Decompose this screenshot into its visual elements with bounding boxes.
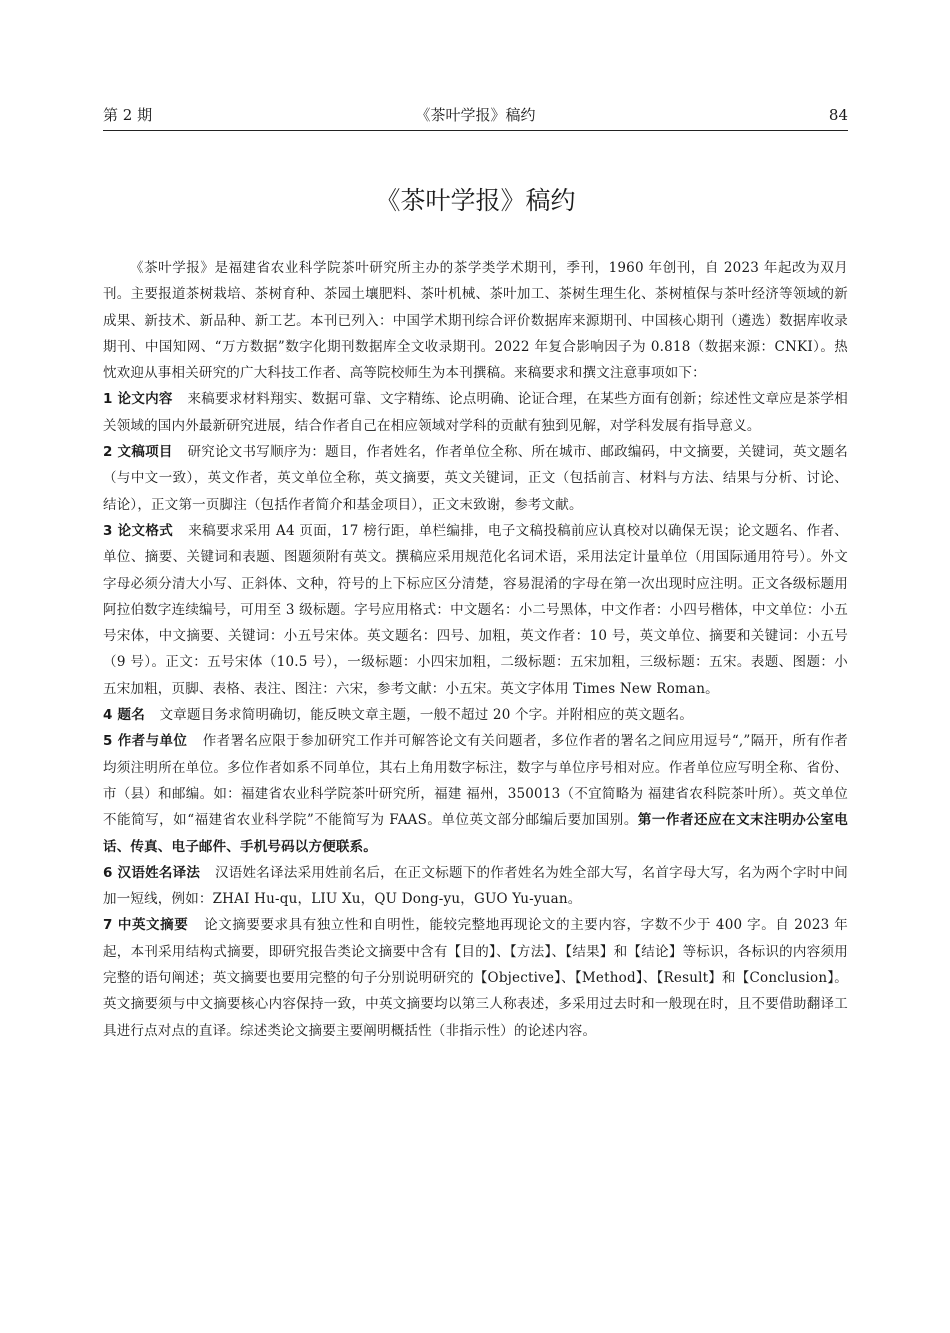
section-heading: 4 题名	[103, 707, 145, 724]
section-heading: 1 论文内容	[103, 391, 173, 408]
section-heading: 7 中英文摘要	[103, 917, 189, 934]
contact-emphasis: 第一作者还应在文末注明办公室电话、传真、电子邮件、手机号码以方便联系。	[103, 812, 849, 855]
issue-number: 第 2 期	[103, 106, 153, 124]
section-items	[103, 439, 848, 518]
section-text: 汉语姓名译法采用姓前名后，在正文标题下的作者姓名为姓全部大写，名首字母大写，名为两个字时中间加一短线，例如：ZHAI Hu-qu，LIU Xu，QU Dong-yu，GUO Yu-yuan。	[103, 864, 848, 908]
section-content	[103, 386, 848, 439]
section-abstracts	[103, 912, 848, 1043]
section-text: 研究论文书写顺序为：题目，作者姓名，作者单位全称、所在城市、邮政编码，中文摘要，关键词，英文题名（与中文一致），英文作者，英文单位全称，英文摘要，英文关键词，正文（包括前言、材料与方法、结果与分析、讨论、结论），正文第一页脚注（包括作者简介和基金项目），正文末致谢，参考文献。	[103, 444, 848, 513]
section-heading: 2 文稿项目	[103, 444, 173, 461]
section-text: 来稿要求材料翔实、数据可靠、文字精练、论点明确、论证合理，在某些方面有创新；综述性文章应是茶学相关领域的国内外最新研究进展，结合作者自己在相应领域对学科的贡献有独到见解，对学科发展有指导意义。	[103, 391, 848, 434]
section-text: 作者署名应限于参加研究工作并可解答论文有关问题者，多位作者的署名之间应用逗号“,”隔开，所有作者均须注明所在单位。多位作者如系不同单位，其右上角用数字标注，数字与单位序号相对应。作者单位应写明全称、省份、市（县）和邮编。如：福建省农业科学院茶叶研究所，福建 福州，350013（不宜简略为 福建省农科院茶叶所）。英文单位不能简写，如“福建省农业科学院”不能简写为 FAAS。单位英文部分邮编后要加国别。	[103, 733, 848, 829]
header-rule	[103, 130, 848, 131]
section-format	[103, 518, 848, 702]
running-header	[103, 104, 848, 126]
page-title: 《茶叶学报》稿约	[375, 186, 576, 215]
section-text: 论文摘要要求具有独立性和自明性，能较完整地再现论文的主要内容，字数不少于 400 字。自 2023 年起，本刊采用结构式摘要，即研究报告类论文摘要中含有【目的】、【方法】、【结果】和【结论】等标识，各标识的内容须用完整的语句阐述；英文摘要也要用完整的句子分别说明研究的【Objective】、【Method】、【Result】和【Conclusion】。英文摘要须与中文摘要核心内容保持一致，中英文摘要均以第三人称表述，多采用过去时和一般现在时，且不要借助翻译工具进行点对点的直译。综述类论文摘要主要阐明概括性（非指示性）的论述内容。	[103, 917, 848, 1039]
section-heading: 5 作者与单位	[103, 733, 188, 750]
section-title-rule	[103, 702, 848, 728]
article-body	[103, 255, 848, 1044]
intro-paragraph: 《茶叶学报》是福建省农业科学院茶叶研究所主办的茶学类学术期刊，季刊，1960 年创刊，自 2023 年起改为双月刊。主要报道茶树栽培、茶树育种、茶园土壤肥料、茶叶机械、茶叶加工、茶树生理生化、茶树植保与茶叶经济等领域的新成果、新技术、新品种、新工艺。本刊已列入：中国学术期刊综合评价数据库来源期刊、中国核心期刊（遴选）数据库收录期刊、中国知网、“万方数据”数字化期刊数据库全文收录期刊。2022 年复合影响因子为 0.818（数据来源：CNKI）。热忱欢迎从事相关研究的广大科技工作者、高等院校师生为本刊撰稿。来稿要求和撰文注意事项如下：	[103, 260, 848, 382]
section-text: 文章题目务求简明确切，能反映文章主题，一般不超过 20 个字。并附相应的英文题名。	[159, 707, 694, 724]
page-number: 84	[828, 106, 848, 124]
journal-running-title: 《茶叶学报》稿约	[415, 106, 536, 124]
section-name-translation	[103, 860, 848, 913]
section-heading: 3 论文格式	[103, 522, 174, 539]
section-text: 来稿要求采用 A4 页面，17 榜行距，单栏编排，电子文稿投稿前应认真校对以确保无误；论文题名、作者、单位、摘要、关键词和表题、图题须附有英文。撰稿应采用规范化名词术语，采用法定计量单位（用国际通用符号）。外文字母必须分清大小写、正斜体、文种，符号的上下标应区分清楚，容易混淆的字母在第一次出现时应注明。正文各级标题用阿拉伯数字连续编号，可用至 3 级标题。字号应用格式：中文题名：小二号黑体，中文作者：小四号楷体，中文单位：小五号宋体，中文摘要、关键词：小五号宋体。英文题名：四号、加粗，英文作者：10 号，英文单位、摘要和关键词：小五号（9 号）。正文：五号宋体（10.5 号），一级标题：小四宋加粗，二级标题：五宋加粗，三级标题：五宋。表题、图题：小五宋加粗，页脚、表格、表注、图注：六宋，参考文献：小五宋。英文字体用 Times New Roman。	[103, 522, 848, 697]
section-heading: 6 汉语姓名译法	[103, 864, 201, 881]
section-authors	[103, 728, 848, 859]
